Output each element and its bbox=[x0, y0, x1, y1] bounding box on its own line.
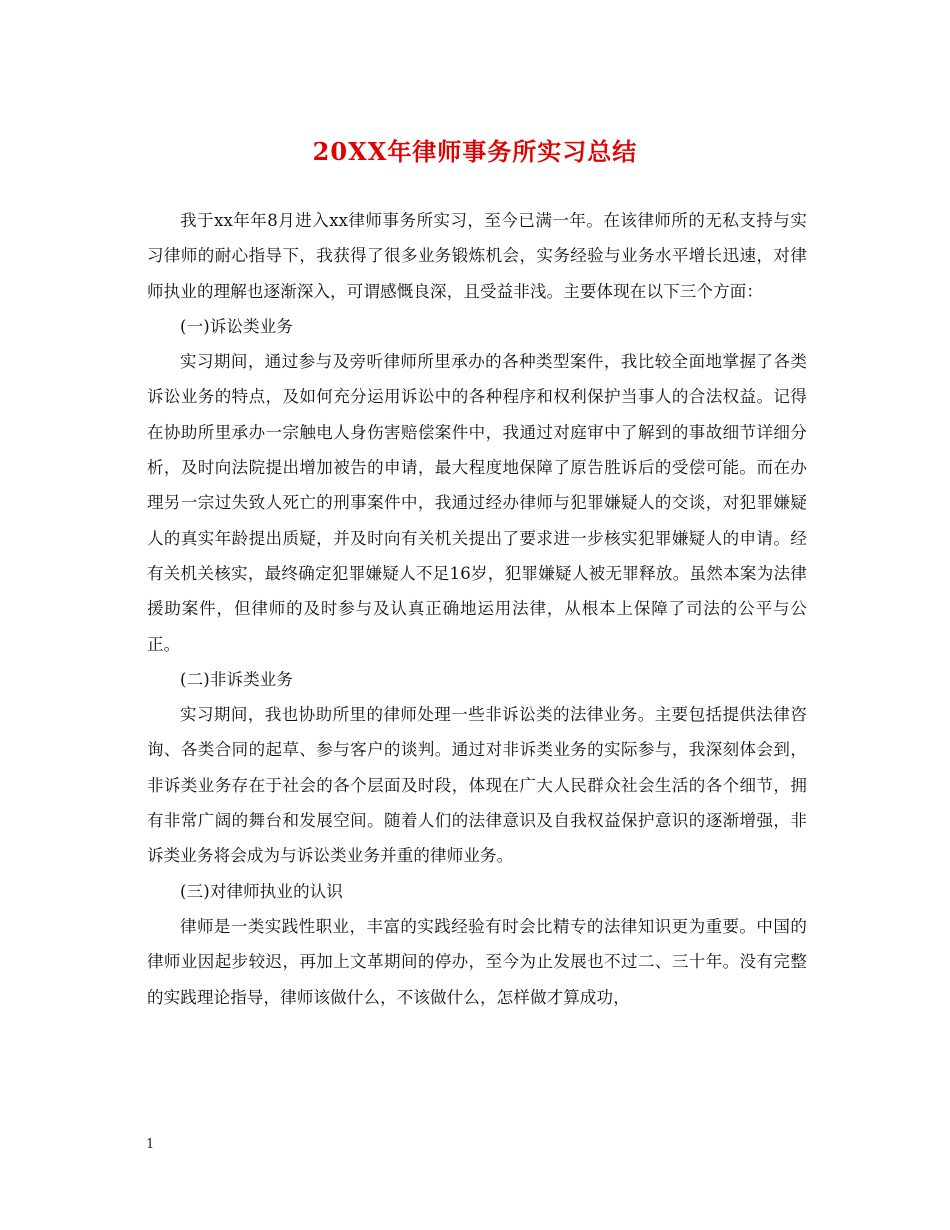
non-litigation-paragraph: 实习期间，我也协助所里的律师处理一些非诉讼类的法律业务。主要包括提供法律咨询、各类合同的起草、参与客户的谈判。通过对非诉类业务的实际参与，我深刻体会到，非诉类业务存在于社会的各个层面及时段，体现在广大人民群众社会生活的各个细节，拥有非常广阔的舞台和发展空间。随着人们的法律意识及自我权益保护意识的逐渐增强，非诉类业务将会成为与诉讼类业务并重的律师业务。 bbox=[147, 705, 807, 866]
document-title: 20XX年律师事务所实习总结 bbox=[312, 137, 638, 166]
section-heading-non-litigation: (二)非诉类业务 bbox=[180, 669, 294, 689]
document-body bbox=[147, 203, 807, 1015]
page-number: 1 bbox=[146, 1137, 155, 1152]
litigation-paragraph: 实习期间，通过参与及旁听律师所里承办的各种类型案件，我比较全面地掌握了各类诉讼业务的特点，及如何充分运用诉讼中的各种程序和权利保护当事人的合法权益。记得在协助所里承办一宗触电人身伤害赔偿案件中，我通过对庭审中了解到的事故细节详细分析，及时向法院提出增加被告的申请，最大程度地保障了原告胜诉后的受偿可能。而在办理另一宗过失致人死亡的刑事案件中，我通过经办律师与犯罪嫌疑人的交谈，对犯罪嫌疑人的真实年龄提出质疑，并及时向有关机关提出了要求进一步核实犯罪嫌疑人的申请。经有关机关核实，最终确定犯罪嫌疑人不足16岁，犯罪嫌疑人被无罪释放。虽然本案为法律援助案件，但律师的及时参与及认真正确地运用法律，从根本上保障了司法的公平与公正。 bbox=[147, 352, 807, 654]
intro-paragraph: 我于xx年年8月进入xx律师事务所实习，至今已满一年。在该律师所的无私支持与实习律师的耐心指导下，我获得了很多业务锻炼机会，实务经验与业务水平增长迅速，对律师执业的理解也逐渐深入，可谓感慨良深，且受益非浅。主要体现在以下三个方面： bbox=[147, 211, 807, 301]
section-heading-litigation: (一)诉讼类业务 bbox=[180, 316, 294, 336]
understanding-paragraph: 律师是一类实践性职业，丰富的实践经验有时会比精专的法律知识更为重要。中国的律师业因起步较迟，再加上文革期间的停办，至今为止发展也不过二、三十年。没有完整的实践理论指导，律师该做什么，不该做什么，怎样做才算成功， bbox=[147, 916, 807, 1007]
section-heading-understanding: (三)对律师执业的认识 bbox=[180, 881, 344, 901]
